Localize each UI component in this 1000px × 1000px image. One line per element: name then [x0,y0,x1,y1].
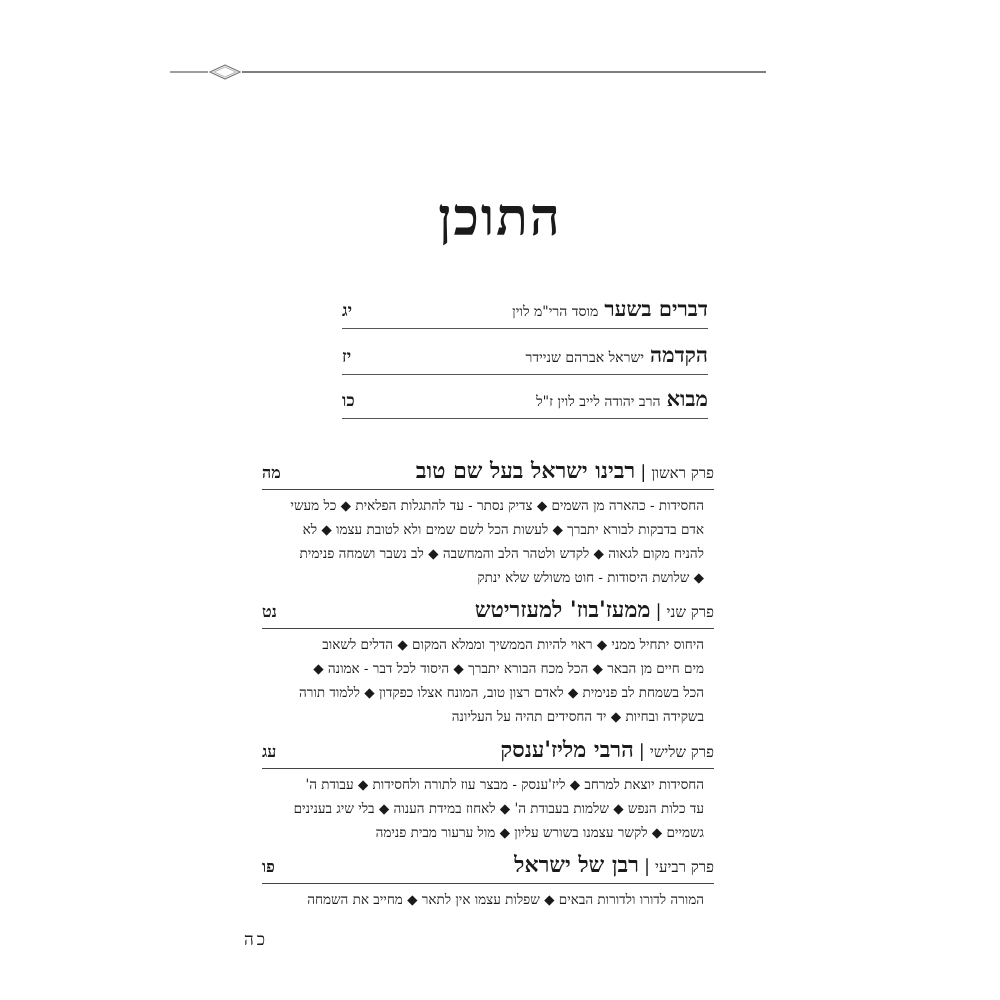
chapter-topics [262,633,714,729]
chapter-separator: | [640,462,647,483]
entry-title: דברים בשער [604,296,708,321]
chapter-topics [262,773,714,845]
chapter-page-number: עג [262,742,277,761]
chapter-entry [262,737,714,845]
topic-line: היחוס יתחיל ממני ◆ ראוי להיות הממשיך וממלא המקום ◆ הדלים לשאוב [322,637,704,653]
chapter-label: פרק שלישי [649,743,714,761]
entry-author: הרב יהודה לייב לוין ז"ל [536,394,661,410]
chapter-entry [262,458,714,590]
topic-line: המורה לדורו ולדורות הבאים ◆ שפלות עצמו אין לתאר ◆ מחייב את השמחה [307,892,704,908]
chapter-title: הרבי מליז'ענסק [500,737,634,763]
topic-line: החסידות יוצאת למרחב ◆ ליז'ענסק - מבצר עוז לתורה ולחסידות ◆ עבודת ה' [305,777,704,793]
topic-line: להניח מקום לגאוה ◆ לקדש ולטהר הלב והמחשבה ◆ לב נשבר ושמחה פנימית [299,546,704,562]
chapter-title: ממעז'בוז' למעזריטש [474,597,651,623]
topic-line: מים חיים מן הבאר ◆ הכל מכח הבורא יתברך ◆ היסוד לכל דבר - אמונה ◆ [313,661,704,677]
topic-line: עד כלות הנפש ◆ שלמות בעבודת ה' ◆ לאחוז במידת הענוה ◆ בלי שיג בענינים [293,801,704,817]
chapter-entry [262,597,714,729]
topic-line: גשמיים ◆ לקשר עצמנו בשורש עליון ◆ מול ערעור מבית פנימה [375,825,704,841]
entry-page-number: יז [342,347,352,367]
topic-line: החסידות - כהארה מן השמים ◆ צדיק נסתר - עד להתגלות הפלאית ◆ כל מעשי [290,498,704,514]
chapter-entry [262,852,714,912]
chapter-separator: | [655,601,662,622]
front-matter-entry [342,296,708,329]
chapter-heading [262,737,714,769]
entry-page-number: כו [342,391,355,411]
chapter-page-number: נט [262,602,277,621]
chapter-heading [262,852,714,884]
page-title: התוכן [438,187,562,248]
chapter-label: פרק רביעי [655,858,714,876]
chapter-topics [262,888,714,912]
topic-line: הכל בשמחת לב פנימית ◆ לאדם רצון טוב, המונח אצלו כפקדון ◆ ללמוד תורה [299,685,704,701]
page-folio-number: כה [244,930,269,950]
chapter-page-number: פו [262,857,275,876]
chapter-title: רבן של ישראל [514,852,639,878]
topic-line: ◆ שלושת היסודות - חוט משולש שלא ינתק [477,570,704,586]
chapter-title: רבינו ישראל בעל שם טוב [415,458,636,484]
entry-title: הקדמה [650,342,708,367]
chapter-topics [262,494,714,590]
topic-line: בשקידה ובחיות ◆ יד החסידים תהיה על העליונה [451,709,704,725]
front-matter-entry [342,386,708,419]
entry-title: מבוא [666,386,708,411]
entry-page-number: יג [342,301,353,321]
chapter-heading [262,597,714,629]
chapter-separator: | [643,856,651,877]
front-matter-entry [342,342,708,375]
chapter-label: פרק שני [666,603,714,621]
top-ornament-rule [170,62,766,82]
chapter-label: פרק ראשון [651,464,714,482]
chapter-heading [262,458,714,490]
entry-author: ישראל אברהם שניידר [525,350,645,366]
chapter-page-number: מה [262,463,281,482]
entry-author: מוסד הרי"מ לוין [512,304,599,320]
topic-line: אדם בדבקות לבורא יתברך ◆ לעשות הכל לשם שמים ולא לטובת עצמו ◆ לא [302,522,704,538]
chapter-separator: | [638,741,645,762]
